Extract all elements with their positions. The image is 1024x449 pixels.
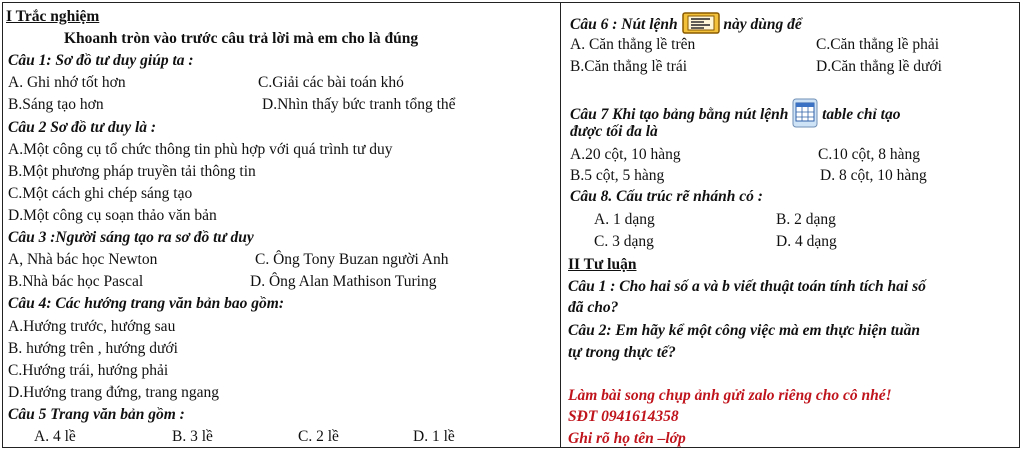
q8-option-a[interactable]: A. 1 dạng bbox=[594, 211, 655, 228]
q1-option-c[interactable]: C.Giải các bài toán khó bbox=[258, 74, 404, 91]
name-class-note: Ghi rõ họ tên –lớp bbox=[568, 430, 686, 447]
q6-option-d[interactable]: D.Căn thẳng lề dưới bbox=[816, 58, 942, 75]
q8-option-d[interactable]: D. 4 dạng bbox=[776, 233, 837, 250]
q7-question-line2: được tối đa là bbox=[570, 123, 658, 140]
q5-option-a[interactable]: A. 4 lề bbox=[34, 428, 76, 445]
q5-option-c[interactable]: C. 2 lề bbox=[298, 428, 339, 445]
q1-question: Câu 1: Sơ đồ tư duy giúp ta : bbox=[8, 52, 194, 69]
q5-option-b[interactable]: B. 3 lề bbox=[172, 428, 213, 445]
q3-option-c[interactable]: C. Ông Tony Buzan người Anh bbox=[255, 251, 449, 268]
q4-option-b[interactable]: B. hướng trên , hướng dưới bbox=[8, 340, 178, 357]
q7-option-a[interactable]: A.20 cột, 10 hàng bbox=[570, 146, 681, 163]
q4-question: Câu 4: Các hướng trang văn bản bao gồm: bbox=[8, 295, 284, 312]
q1-option-b[interactable]: B.Sáng tạo hơn bbox=[8, 96, 104, 113]
q1-option-a[interactable]: A. Ghi nhớ tốt hơn bbox=[8, 74, 126, 91]
essay-q1-line1: Câu 1 : Cho hai số a và b viết thuật toán tính tích hai số bbox=[568, 278, 926, 295]
q7-option-d[interactable]: D. 8 cột, 10 hàng bbox=[820, 167, 927, 184]
q3-option-b[interactable]: B.Nhà bác học Pascal bbox=[8, 273, 144, 290]
q1-option-d[interactable]: D.Nhìn thấy bức tranh tổng thể bbox=[262, 96, 456, 113]
align-left-button-icon bbox=[682, 12, 720, 39]
q7-question-pre: Câu 7 Khi tạo bảng bằng nút lệnh bbox=[570, 106, 789, 124]
q5-question: Câu 5 Trang văn bản gồm : bbox=[8, 406, 185, 423]
q8-option-b[interactable]: B. 2 dạng bbox=[776, 211, 836, 228]
q2-option-c[interactable]: C.Một cách ghi chép sáng tạo bbox=[8, 185, 193, 202]
q4-option-a[interactable]: A.Hướng trước, hướng sau bbox=[8, 318, 176, 335]
q8-option-c[interactable]: C. 3 dạng bbox=[594, 233, 654, 250]
q6-question-post: này dùng để bbox=[723, 16, 802, 34]
q6-option-a[interactable]: A. Căn thẳng lề trên bbox=[570, 36, 696, 53]
teacher-note: Làm bài song chụp ảnh gửi zalo riêng cho cô nhé! bbox=[568, 387, 892, 404]
q2-option-d[interactable]: D.Một công cụ soạn thảo văn bản bbox=[8, 207, 217, 224]
q3-question: Câu 3 :Người sáng tạo ra sơ đồ tư duy bbox=[8, 229, 254, 246]
q5-option-d[interactable]: D. 1 lề bbox=[413, 428, 455, 445]
q4-option-c[interactable]: C.Hướng trái, hướng phải bbox=[8, 362, 169, 379]
q3-option-d[interactable]: D. Ông Alan Mathison Turing bbox=[250, 273, 437, 290]
instruction: Khoanh tròn vào trước câu trả lời mà em cho là đúng bbox=[64, 30, 419, 47]
section-title-multiple-choice: I Trắc nghiệm bbox=[6, 8, 100, 25]
insert-table-icon bbox=[792, 98, 818, 133]
column-divider bbox=[560, 2, 561, 448]
teacher-phone: SĐT 0941614358 bbox=[568, 408, 679, 425]
q2-option-a[interactable]: A.Một công cụ tổ chức thông tin phù hợp với quá trình tư duy bbox=[8, 141, 393, 158]
q2-option-b[interactable]: B.Một phương pháp truyền tải thông tin bbox=[8, 163, 256, 180]
q6-option-b[interactable]: B.Căn thẳng lề trái bbox=[570, 58, 688, 75]
q6-question-pre: Câu 6 : Nút lệnh bbox=[570, 16, 678, 34]
essay-q1-line2: đã cho? bbox=[568, 299, 619, 316]
section-title-essay: II Tư luận bbox=[568, 256, 637, 273]
essay-q2-line1: Câu 2: Em hãy kể một công việc mà em thực hiện tuần bbox=[568, 322, 921, 339]
q2-question: Câu 2 Sơ đồ tư duy là : bbox=[8, 119, 157, 136]
essay-q2-line2: tự trong thực tế? bbox=[568, 344, 676, 361]
q3-option-a[interactable]: A, Nhà bác học Newton bbox=[8, 251, 158, 268]
q7-option-c[interactable]: C.10 cột, 8 hàng bbox=[818, 146, 921, 163]
q7-option-b[interactable]: B.5 cột, 5 hàng bbox=[570, 167, 665, 184]
q4-option-d[interactable]: D.Hướng trang đứng, trang ngang bbox=[8, 384, 219, 401]
q6-question bbox=[570, 12, 802, 39]
q8-question: Câu 8. Cấu trúc rẽ nhánh có : bbox=[570, 188, 763, 205]
q6-option-c[interactable]: C.Căn thẳng lề phải bbox=[816, 36, 940, 53]
q7-question-post: table chỉ tạo bbox=[822, 106, 901, 124]
